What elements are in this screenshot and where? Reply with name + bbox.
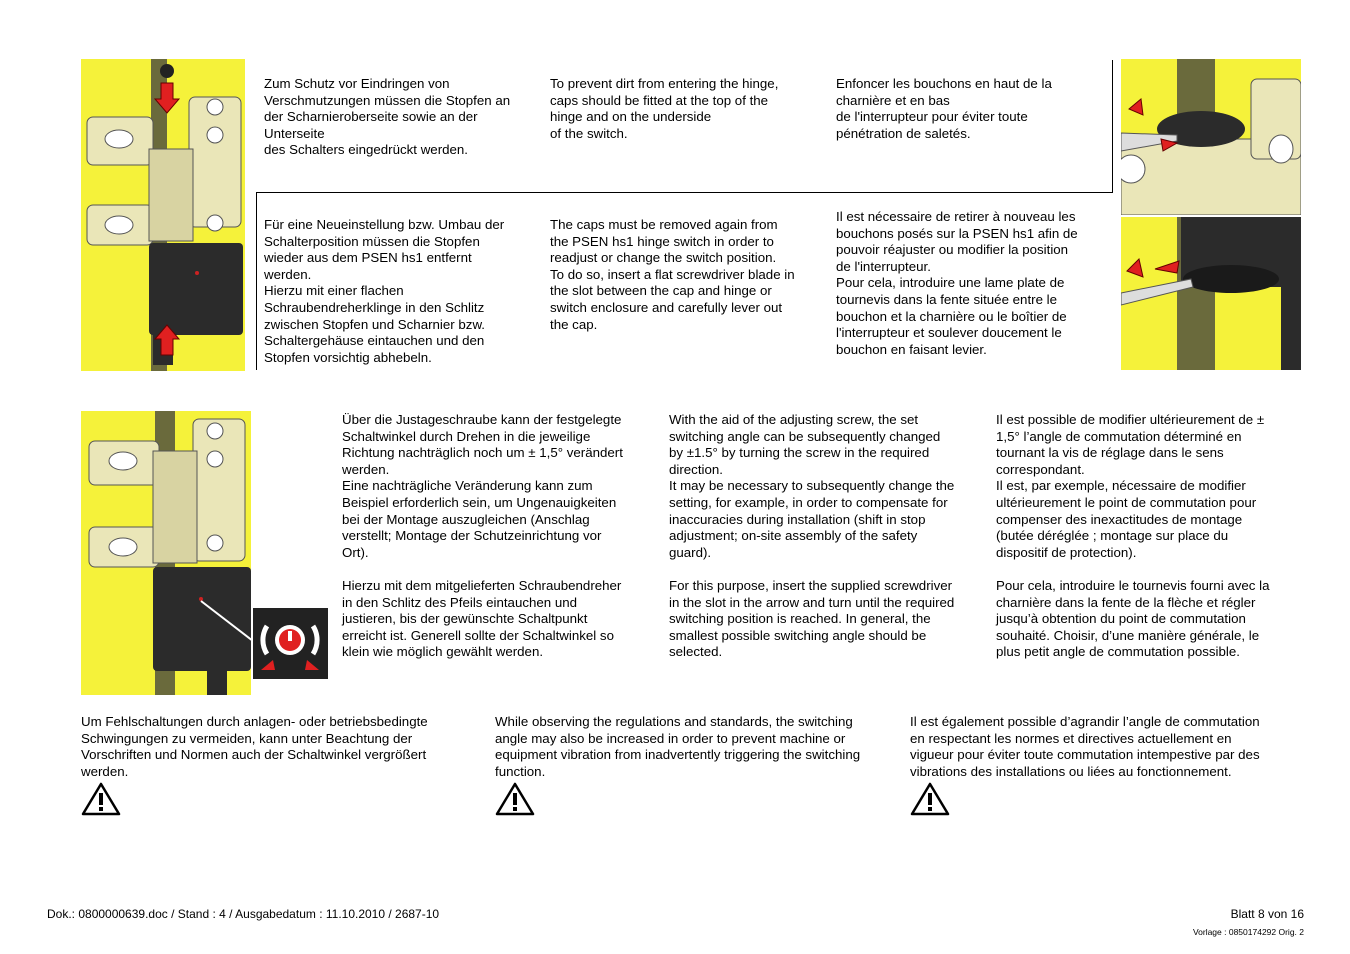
section3-text-de: Über die Justageschraube kann der festgelegte Schaltwinkel durch Drehen in die jeweilige Richtung nachträglich noch um ± 1,5° verändert werden. Eine nachträgliche Veränderung kann zum Beispiel erforderlich sein, um Ungenauigkeiten bei der Montage auszugleichen (Anschlag verstellt; Montage der Schutzeinrichtung vor Ort). Hierzu mit dem mitgelieferten Schraubendreher in den Schlitz des Pfeils eintauchen und justieren, bis der gewünschte Schaltpunkt erreicht ist. Generell sollte der Schaltwinkel so klein wie möglich gewählt werden.	[342, 412, 623, 660]
section3-text-fr: Il est possible de modifier ultérieurement de ± 1,5° l’angle de commutation déterminé en tournant la vis de réglage dans le sens correspondant. Il est, par exemple, nécessaire de modifier ultérieurement le point de commutation pour compenser des inexactitudes de montage (butée déréglée ; montage sur place du dispositif de protection). Pour cela, introduire le tournevis fourni avec la charnière dans la fente de la flèche et régler jusqu’à obtention du point de commutation souhaité. Choisir, d’une manière générale, le plus petit angle de commutation possible.	[996, 412, 1270, 660]
section2-text-de: Für eine Neueinstellung bzw. Umbau der Schalterposition müssen die Stopfen wieder aus dem PSEN hs1 entfernt werden. Hierzu mit einer flachen Schraubendreherklinge in den Schlitz zwischen Stopfen und Scharnier bzw. Schaltergehäuse eintauchen und den Stopfen vorsichtig abhebeln.	[264, 217, 505, 365]
warning-triangle-icon	[910, 782, 950, 816]
cap-removal-top-illustration	[1121, 59, 1301, 215]
hinge-caps-illustration	[81, 59, 245, 371]
divider-vertical-right	[1112, 60, 1113, 193]
footer-document-info: Dok.: 0800000639.doc / Stand : 4 / Ausgabedatum : 11.10.2010 / 2687-10	[47, 907, 440, 921]
divider-horizontal	[256, 192, 1113, 193]
cap-removal-bottom-illustration	[1121, 217, 1301, 370]
section4-text-en: While observing the regulations and standards, the switching angle may also be increased in order to prevent machine or equipment vibration from inadvertently triggering the switching function.	[495, 714, 861, 779]
divider-vertical-left	[256, 193, 257, 370]
warning-triangle-icon	[495, 782, 535, 816]
section4-text-de: Um Fehlschaltungen durch anlagen- oder betriebsbedingte Schwingungen zu vermeiden, kann unter Beachtung der Vorschriften und Normen auch der Schaltwinkel vergrößert werden.	[81, 714, 428, 779]
section4-text-fr: Il est également possible d’agrandir l’angle de commutation en respectant les normes et directives actuellement en vigueur pour éviter toute commutation intempestive par des vibrations des installations ou liées au fonctionnement.	[910, 714, 1260, 779]
footer-page-number: Blatt 8 von 16	[1230, 907, 1304, 921]
section2-text-fr: Il est nécessaire de retirer à nouveau les bouchons posés sur la PSEN hs1 afin de pouvoir réajuster ou modifier la position de l'interrupteur. Pour cela, introduire une lame plate de tournevis dans la fente située entre le bouchon et la charnière ou le boîtier de l'interrupteur et soulever doucement le bouchon en faisant levier.	[836, 209, 1078, 357]
section1-text-fr: Enfoncer les bouchons en haut de la charnière et en bas de l'interrupteur pour éviter toute pénétration de saletés.	[836, 76, 1052, 141]
adjust-screw-icon	[253, 608, 328, 679]
section1-text-en: To prevent dirt from entering the hinge, caps should be fitted at the top of the hinge and on the underside of the switch.	[550, 76, 779, 141]
warning-triangle-icon	[81, 782, 121, 816]
section2-text-en: The caps must be removed again from the PSEN hs1 hinge switch in order to readjust or change the switch position. To do so, insert a flat screwdriver blade in the slot between the cap and hinge or switch enclosure and carefully lever out the cap.	[550, 217, 795, 332]
adjusting-screw-illustration	[81, 411, 251, 695]
section3-text-en: With the aid of the adjusting screw, the set switching angle can be subsequently changed by ±1.5° by turning the screw in the required direction. It may be necessary to subsequently change the setting, for example, in order to compensate for inaccuracies during installation (shift in stop adjustment; on-site assembly of the safety guard). For this purpose, insert the supplied screwdriver in the slot in the arrow and turn until the required switching position is reached. In general, the smallest possible switching angle should be selected.	[669, 412, 955, 660]
footer-template: Vorlage : 0850174292 Orig. 2	[1192, 927, 1304, 937]
section1-text-de: Zum Schutz vor Eindringen von Verschmutzungen müssen die Stopfen an der Scharnieroberseite sowie an der Unterseite des Schalters eingedrückt werden.	[264, 76, 511, 158]
